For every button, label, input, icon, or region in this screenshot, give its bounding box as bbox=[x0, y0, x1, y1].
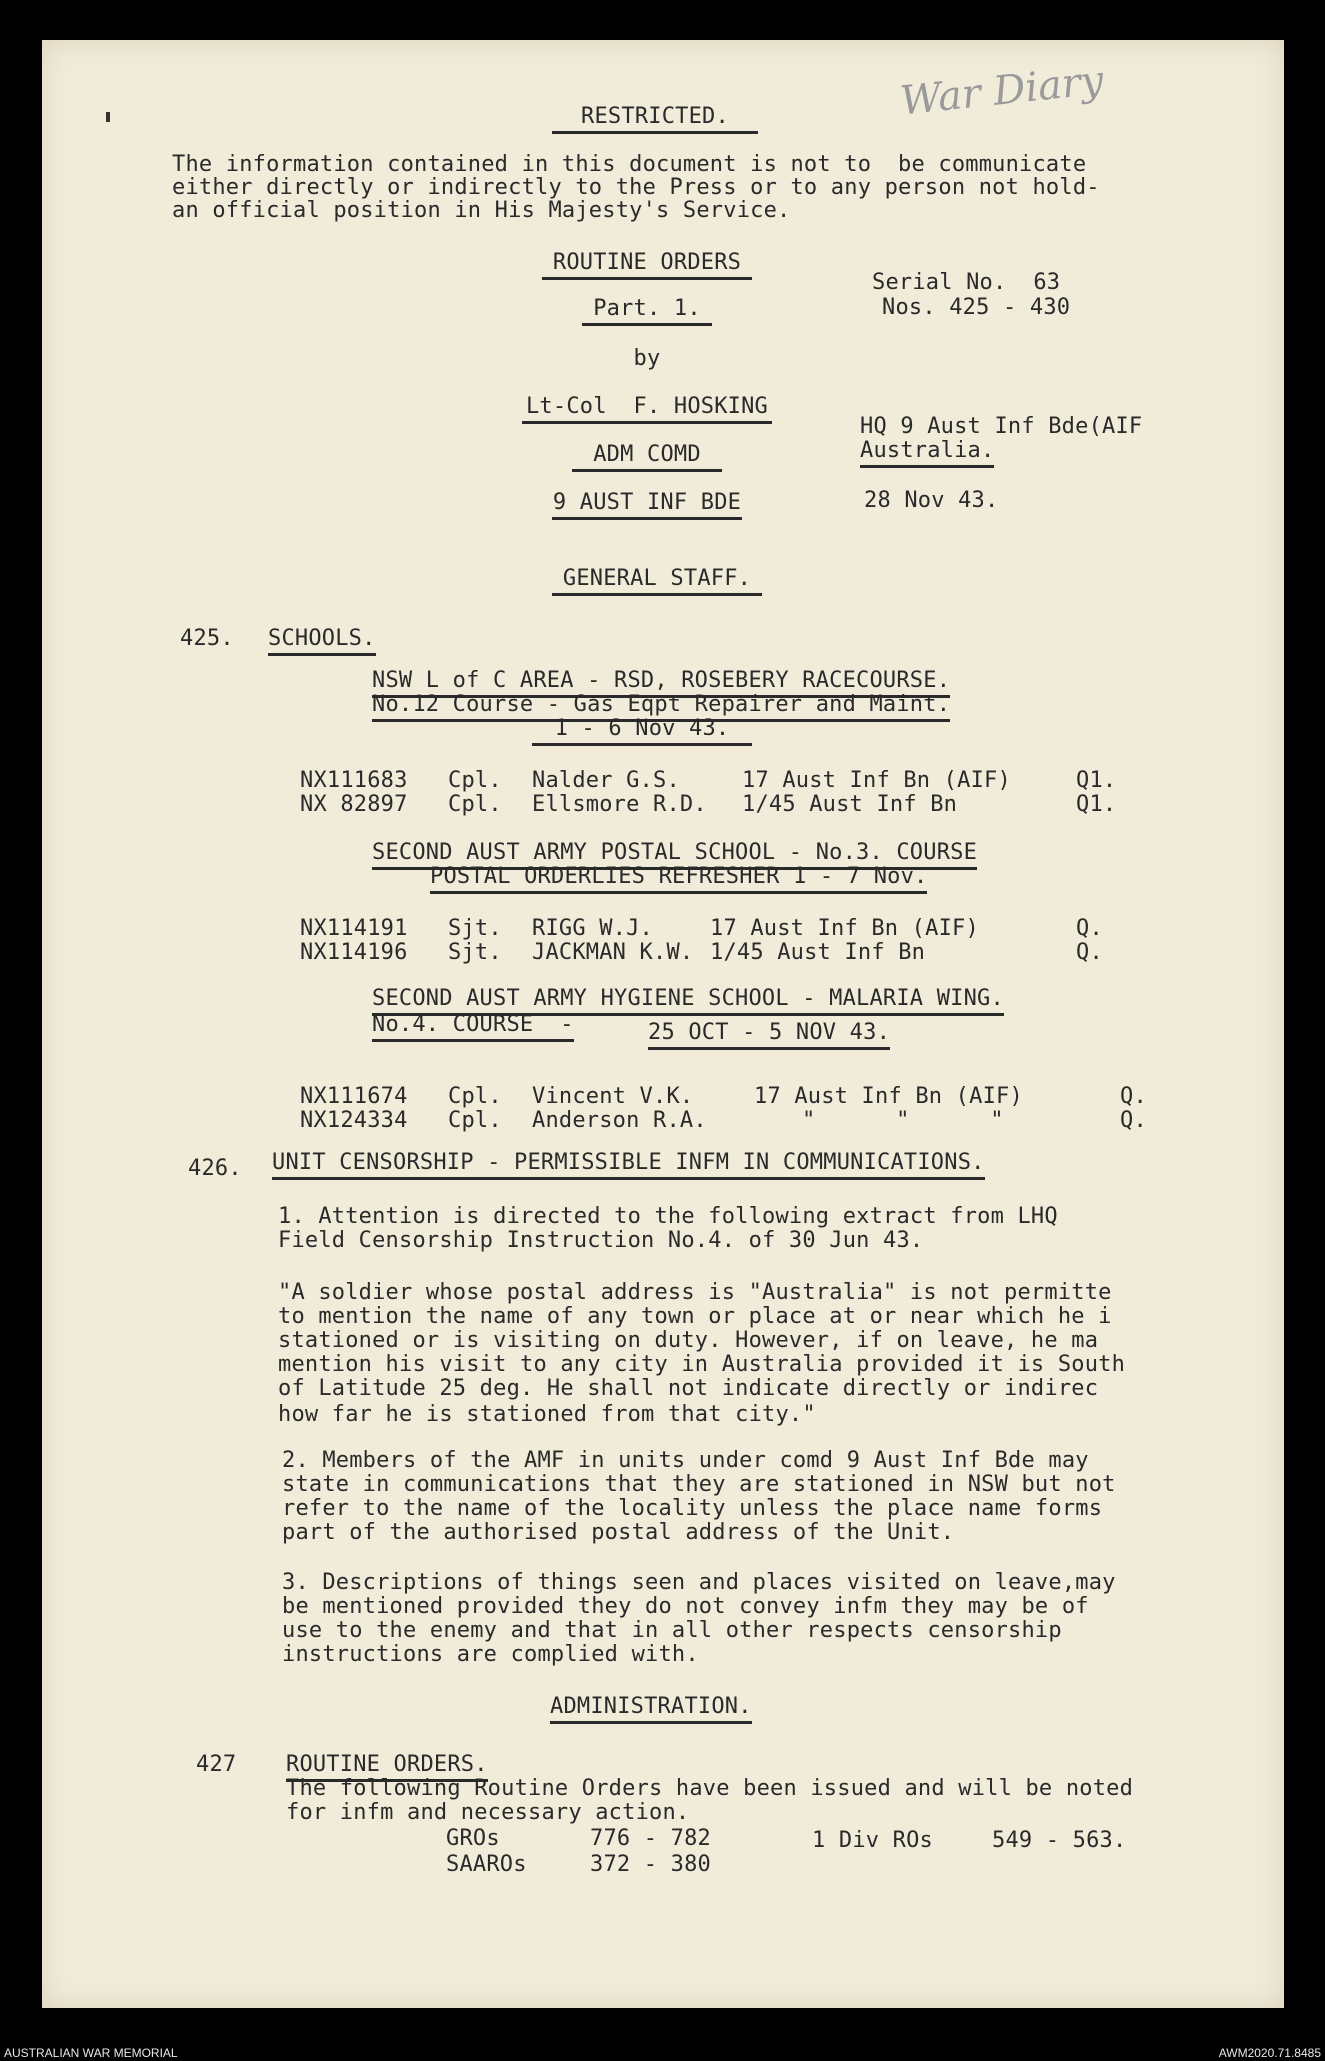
footer-left-credit: AUSTRALIAN WAR MEMORIAL bbox=[4, 2046, 178, 2060]
service-number: NX124334 bbox=[300, 1108, 408, 1133]
part-label: Part. 1. bbox=[582, 296, 712, 326]
soldier-name: Ellsmore R.D. bbox=[532, 792, 707, 817]
course-1-line-1: NSW L of C AREA - RSD, ROSEBERY RACECOURSE. bbox=[372, 668, 950, 698]
qualification: Q. bbox=[1076, 916, 1103, 941]
item-426-number: 426. bbox=[188, 1156, 242, 1181]
soldier-name: Nalder G.S. bbox=[532, 768, 680, 793]
qualification: Q. bbox=[1120, 1084, 1147, 1109]
by-label: by bbox=[633, 346, 661, 371]
quote-line: "A soldier whose postal address is "Australia" is not permitte bbox=[278, 1280, 1112, 1305]
service-number: NX114191 bbox=[300, 916, 408, 941]
div-orders-label: 1 Div ROs bbox=[812, 1828, 934, 1853]
item-425-number: 425. bbox=[180, 626, 234, 651]
item-426-para-2-line: 2. Members of the AMF in units under comd 9 Aust Inf Bde may bbox=[282, 1448, 1089, 1473]
qualification: Q. bbox=[1076, 940, 1103, 965]
order-numbers: Nos. 425 - 430 bbox=[882, 295, 1071, 320]
issuer-unit: 9 AUST INF BDE bbox=[552, 490, 742, 520]
item-427-title: ROUTINE ORDERS. bbox=[286, 1752, 488, 1782]
punch-mark bbox=[106, 112, 110, 122]
item-426-para-3-line: instructions are complied with. bbox=[282, 1642, 699, 1667]
course-2-line-2: POSTAL ORDERLIES REFRESHER 1 - 7 Nov. bbox=[430, 864, 927, 894]
routine-orders-title: ROUTINE ORDERS bbox=[542, 250, 752, 280]
order-range: 776 - 782 bbox=[590, 1826, 712, 1851]
general-staff-heading: GENERAL STAFF. bbox=[552, 566, 762, 596]
order-label: SAAROs bbox=[446, 1852, 527, 1877]
unit: 17 Aust Inf Bn (AIF) bbox=[710, 916, 979, 941]
rank: Sjt. bbox=[448, 916, 502, 941]
service-number: NX 82897 bbox=[300, 792, 408, 817]
notice-line-1: The information contained in this document is not to be communicate bbox=[172, 152, 1087, 177]
document-page bbox=[42, 40, 1284, 2008]
notice-line-2: either directly or indirectly to the Press or to any person not hold- bbox=[172, 175, 1100, 200]
service-number: NX114196 bbox=[300, 940, 408, 965]
course-3-line-1: SECOND AUST ARMY HYGIENE SCHOOL - MALARIA WING. bbox=[372, 986, 1004, 1016]
issuer-role: ADM COMD bbox=[572, 442, 722, 472]
item-426-para-3-line: be mentioned provided they do not convey infm they may be of bbox=[282, 1594, 1089, 1619]
service-number: NX111683 bbox=[300, 768, 408, 793]
item-427-text-line-2: for infm and necessary action. bbox=[286, 1800, 690, 1825]
soldier-name: RIGG W.J. bbox=[532, 916, 654, 941]
unit: 1/45 Aust Inf Bn bbox=[742, 792, 958, 817]
rank: Cpl. bbox=[448, 1108, 502, 1133]
administration-heading: ADMINISTRATION. bbox=[550, 1694, 752, 1724]
unit: 17 Aust Inf Bn (AIF) bbox=[742, 768, 1011, 793]
soldier-name: JACKMAN K.W. bbox=[532, 940, 694, 965]
div-orders-range: 549 - 563. bbox=[992, 1828, 1127, 1853]
hq-location: Australia. bbox=[860, 438, 994, 468]
unit: 1/45 Aust Inf Bn bbox=[710, 940, 926, 965]
quote-line: how far he is stationed from that city." bbox=[278, 1402, 816, 1427]
order-date: 28 Nov 43. bbox=[864, 488, 999, 513]
handwritten-note: War Diary bbox=[898, 57, 1106, 125]
hq-line: HQ 9 Aust Inf Bde(AIF bbox=[860, 414, 1143, 439]
item-426-title: UNIT CENSORSHIP - PERMISSIBLE INFM IN COMMUNICATIONS. bbox=[272, 1150, 985, 1180]
order-range: 372 - 380 bbox=[590, 1852, 712, 1877]
quote-line: stationed or is visiting on duty. However, if on leave, he ma bbox=[278, 1328, 1099, 1353]
item-426-para-1-line-1: 1. Attention is directed to the following extract from LHQ bbox=[278, 1204, 1058, 1229]
qualification: Q1. bbox=[1076, 768, 1117, 793]
rank: Cpl. bbox=[448, 792, 502, 817]
item-426-para-1-line-2: Field Censorship Instruction No.4. of 30 Jun 43. bbox=[278, 1228, 924, 1253]
item-426-para-2-line: part of the authorised postal address of the Unit. bbox=[282, 1520, 955, 1545]
item-425-title: SCHOOLS. bbox=[268, 626, 376, 656]
issuer-name: Lt-Col F. HOSKING bbox=[522, 394, 772, 424]
footer-right-reference: AWM2020.71.8485 bbox=[1218, 2046, 1321, 2060]
quote-line: of Latitude 25 deg. He shall not indicate directly or indirec bbox=[278, 1376, 1099, 1401]
course-3-line-2: No.4. COURSE - bbox=[372, 1012, 574, 1042]
soldier-name: Anderson R.A. bbox=[532, 1108, 707, 1133]
item-426-para-3-line: use to the enemy and that in all other respects censorship bbox=[282, 1618, 1062, 1643]
course-3-line-3: 25 OCT - 5 NOV 43. bbox=[648, 1020, 890, 1050]
rank: Cpl. bbox=[448, 1084, 502, 1109]
order-label: GROs bbox=[446, 1826, 500, 1851]
rank: Sjt. bbox=[448, 940, 502, 965]
item-427-number: 427 bbox=[196, 1752, 237, 1777]
notice-line-3: an official position in His Majesty's Service. bbox=[172, 198, 791, 223]
quote-line: mention his visit to any city in Australia provided it is South bbox=[278, 1352, 1126, 1377]
item-426-para-2-line: state in communications that they are stationed in NSW but not bbox=[282, 1472, 1116, 1497]
quote-line: to mention the name of any town or place at or near which he i bbox=[278, 1304, 1112, 1329]
item-427-text-line-1: The following Routine Orders have been issued and will be noted bbox=[286, 1776, 1134, 1801]
soldier-name: Vincent V.K. bbox=[532, 1084, 694, 1109]
course-1-line-2: No.12 Course - Gas Eqpt Repairer and Maint. bbox=[372, 692, 950, 722]
rank: Cpl. bbox=[448, 768, 502, 793]
unit: " " " bbox=[802, 1108, 1004, 1133]
restricted-heading: RESTRICTED. bbox=[552, 104, 758, 134]
item-426-para-2-line: refer to the name of the locality unless the place name forms bbox=[282, 1496, 1103, 1521]
item-426-para-3-line: 3. Descriptions of things seen and places visited on leave,may bbox=[282, 1570, 1116, 1595]
serial-number: Serial No. 63 bbox=[872, 270, 1061, 295]
course-1-line-3: 1 - 6 Nov 43. bbox=[532, 716, 752, 746]
service-number: NX111674 bbox=[300, 1084, 408, 1109]
course-2-line-1: SECOND AUST ARMY POSTAL SCHOOL - No.3. COURSE bbox=[372, 840, 977, 870]
qualification: Q1. bbox=[1076, 792, 1117, 817]
qualification: Q. bbox=[1120, 1108, 1147, 1133]
unit: 17 Aust Inf Bn (AIF) bbox=[754, 1084, 1023, 1109]
